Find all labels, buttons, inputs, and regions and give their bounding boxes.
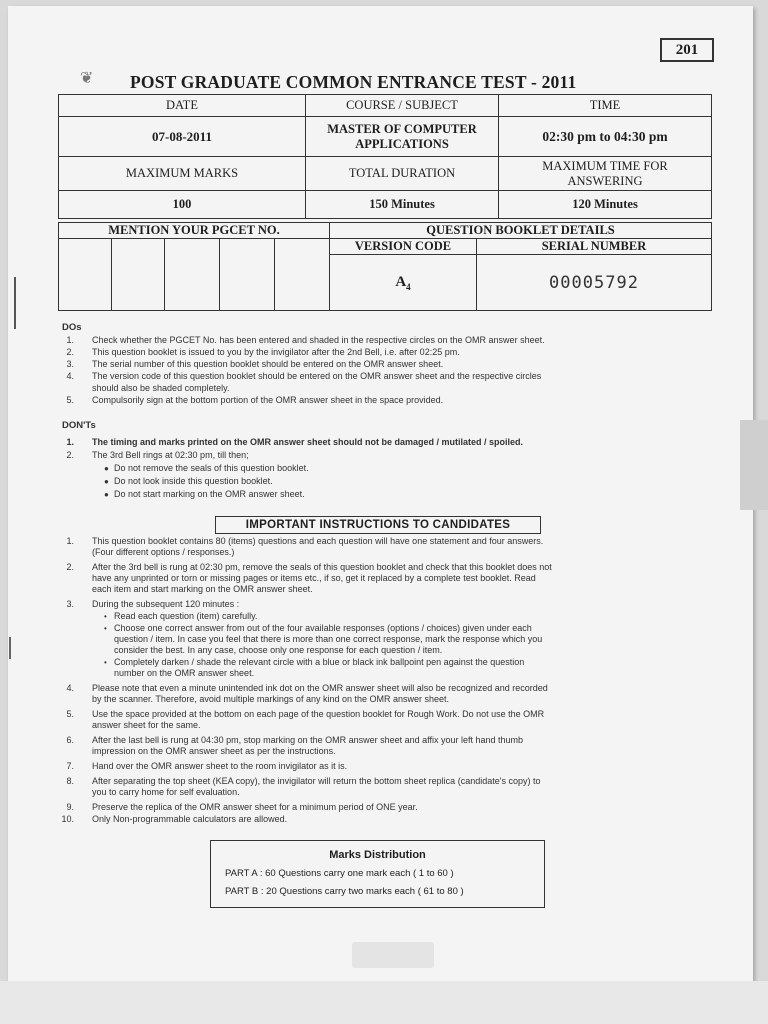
paper-code: 201 [660,38,714,62]
header-duration: TOTAL DURATION [306,157,499,191]
faded-stamp [352,942,434,968]
booklet-details-table [58,222,712,311]
page-edge-tab [740,420,768,510]
part-a-row: PART A : 60 Questions carry one mark each ( 1 to 60 ) [225,868,454,879]
header-max-time: MAXIMUM TIME FOR ANSWERING [499,157,712,191]
header-max-marks: MAXIMUM MARKS [59,157,306,191]
exam-info-table [58,94,712,219]
pgcet-digit-box [111,239,164,311]
donts-heading: DON'Ts [62,420,96,431]
serial-number: 00005792 [477,255,712,311]
version-code: $A_4$ [330,255,477,311]
exam-date: 07-08-2011 [59,117,306,157]
total-duration: 150 Minutes [306,191,499,219]
pgcet-digit-box [274,239,329,311]
donts-section: DON'Ts 1. The timing and marks printed on the OMR answer sheet should not be damaged / mutilated / spoiled. 2. The 3rd Bell rings at 02:30 pm, till then; ● Do not remove the seals of this question booklet. ● Do not look inside this question booklet. ● Do not start marking on the OMR answer sheet. [62,420,524,499]
pgcet-digit-box [219,239,274,311]
pgcet-digit-box [164,239,219,311]
page-title: POST GRADUATE COMMON ENTRANCE TEST - 2011 [130,72,577,92]
margin-mark [14,277,16,329]
dos-heading: DOs [62,322,82,333]
instructions-heading: IMPORTANT INSTRUCTIONS TO CANDIDATES [215,516,541,534]
max-time: 120 Minutes [499,191,712,219]
margin-mark [9,637,11,659]
marks-distribution-box [210,840,545,908]
header-date: DATE [59,95,306,117]
header-course: COURSE / SUBJECT [306,95,499,117]
pgcet-label: MENTION YOUR PGCET NO. [59,223,330,239]
emblem-icon: ❦ [80,70,94,87]
dos-section: DOs 1. Check whether the PGCET No. has been entered and shaded in the respective circles on the OMR answer sheet. 2. This question booklet is issued to you by the invigilator after the 2nd Bell, i.e. after 02:25 pm. 3. The serial number of this question booklet should be entered on the OMR answer sheet. 4. The version code of this question booklet should be entered on the OMR answer sheet and the respective circles should also be shaded completely. 5. Compulsorily sign at the bottom portion of the OMR answer sheet in the space provided. [62,322,545,405]
marks-heading: Marks Distribution [329,849,426,861]
exam-time: 02:30 pm to 04:30 pm [499,117,712,157]
max-marks: 100 [59,191,306,219]
header-time: TIME [499,95,712,117]
booklet-details-label: QUESTION BOOKLET DETAILS [330,223,712,239]
scan-background [0,981,768,1024]
serial-number-label: SERIAL NUMBER [477,239,712,255]
course-name: MASTER OF COMPUTER APPLICATIONS [306,117,499,157]
instructions-list: 1. This question booklet contains 80 (items) questions and each question will have one statement and four answers. (Four different options / responses.) 2. After the 3rd bell is rung at 02:30 pm, remove the seals of this question booklet and check that this booklet does not have any unprinted or torn or missing pages or items etc., if so, get it replaced by a complete test booklet. Read each item and start marking on the OMR answer sheet. 3. During the subsequent 120 minutes : • Read each question (item) carefully. • Choose one correct answer from out of the four available responses (options / choices) given under each question / item. In case you feel that there is more than one correct response, mark the response which you consider the best. In any case, choose only one response for each question / item. • Completely darken / shade the relevant circle with a blue or black ink ballpoint pen against the question number on the OMR answer sheet. 4. Please note that even a minute unintended ink dot on the OMR answer sheet will also be recognized and recorded by the scanner. Therefore, avoid multiple markings of any kind on the OMR answer sheet. 5. Use the space provided at the bottom on each page of the question booklet for Rough Work. Do not use the OMR answer sheet for the same. 6. After the last bell is rung at 04:30 pm, stop marking on the OMR answer sheet and affix your left hand thumb impression on the OMR answer sheet as per the instructions. 7. Hand over the OMR answer sheet to the room invigilator as it is. 8. After separating the top sheet (KEA copy), the invigilator will return the bottom sheet replica (candidate's copy) to you to carry home for self evaluation. 9. Preserve the replica of the OMR answer sheet for a minimum period of ONE year. 10. Only Non-programmable calculators are allowed. [61,536,552,824]
version-code-label: VERSION CODE [330,239,477,255]
part-b-row: PART B : 20 Questions carry two marks each ( 61 to 80 ) [225,886,464,897]
pgcet-digit-box [59,239,112,311]
